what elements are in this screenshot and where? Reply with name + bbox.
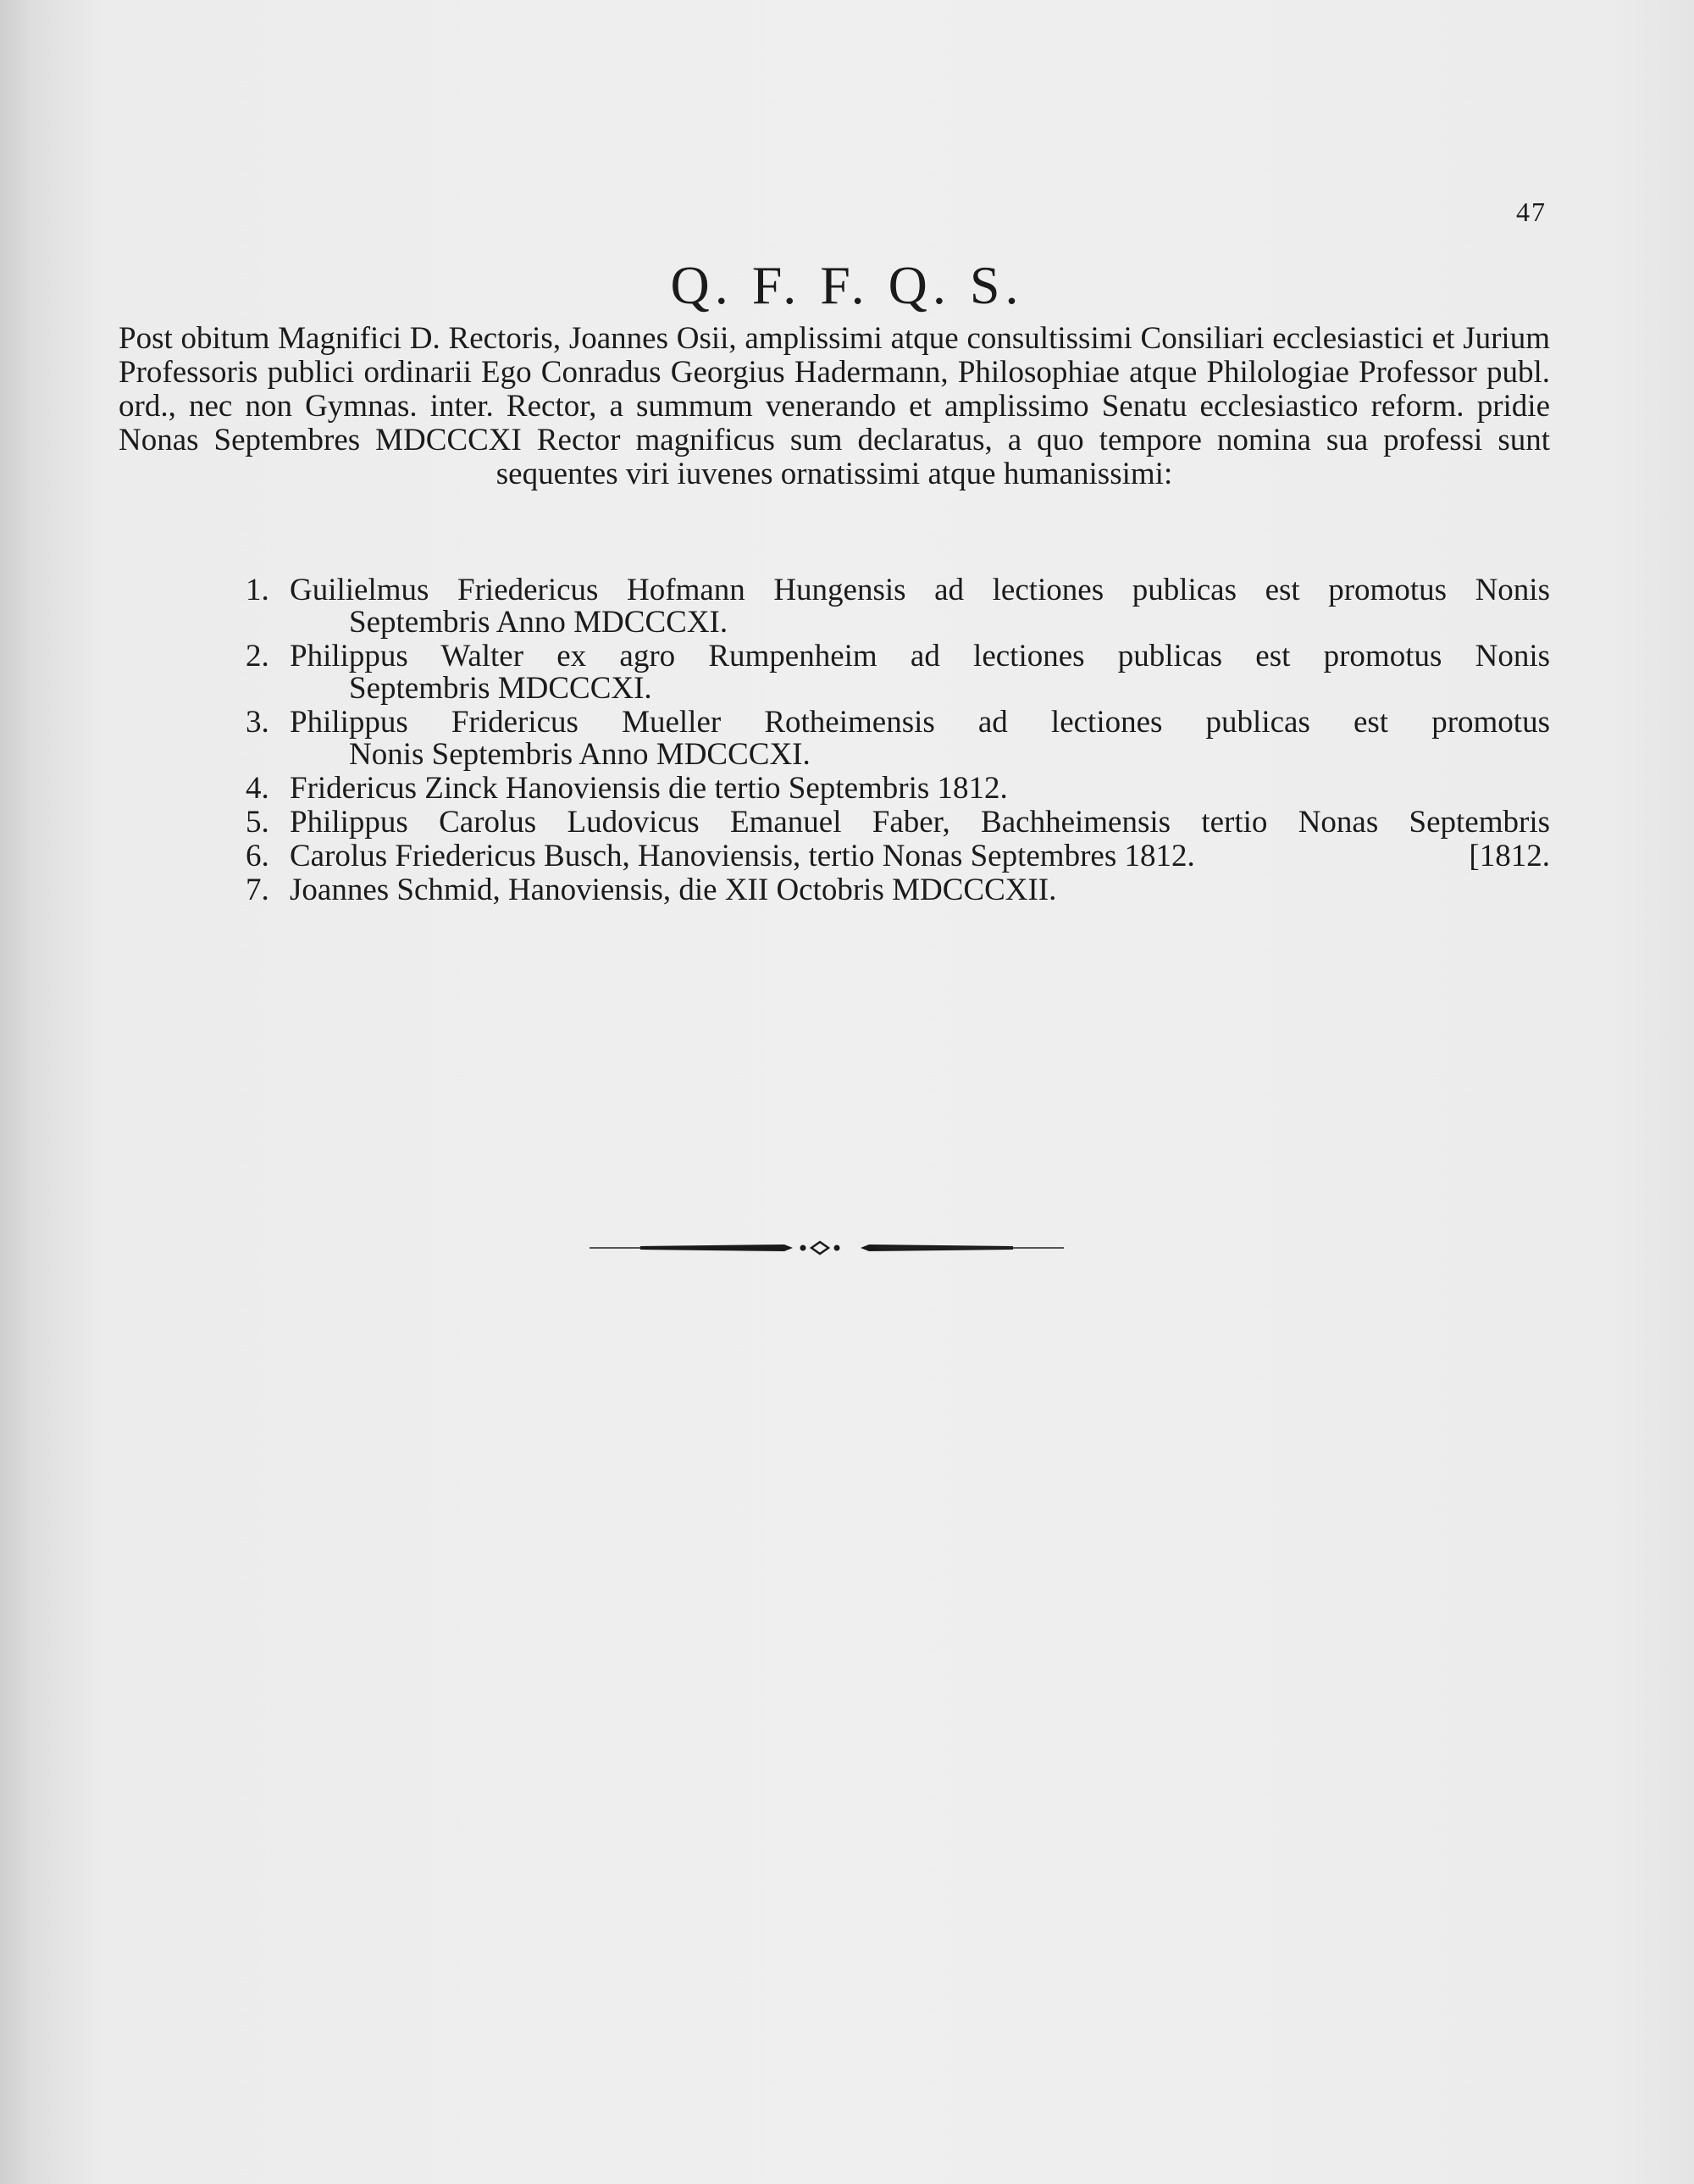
entry-text: Philippus Fridericus Mueller Rotheimensis ad lectiones publicas est promotus [290,705,1550,740]
list-item [246,640,1550,705]
entry-text-continued: Septembris Anno MDCCCXI. [349,605,728,640]
entry-text: Joannes Schmid, Hanoviensis, die XII Octobris MDCCCXII. [290,873,1057,907]
intro-paragraph: Post obitum Magnifici D. Rectoris, Joannes Osii, amplissimi atque consultissimi Consiliari ecclesiastici et Jurium Professoris publici ordinarii Ego Conradus Georgius Hadermann, Philosophiae atque Philologiae Professor publ. ord., nec non Gymnas. inter. Rector, a summum venerando et amplissimo Senatu ecclesiastico reform. pridie Nonas Septembres MDCCCXI Rector magnificus sum declaratus, a quo tempore nomina sua professi sunt sequentes viri iuvenes ornatissimi atque humanissimi: [119,321,1550,491]
entry-list [246,574,1550,908]
ornamental-rule [590,1237,1064,1259]
entry-number: 4. [246,771,269,806]
entry-trailing-note: [1812. [1469,839,1550,873]
page-heading: Q. F. F. Q. S. [670,255,1024,315]
list-item [246,574,1550,639]
list-item [246,807,1550,839]
entry-text: Carolus Friedericus Busch, Hanoviensis, tertio Nonas Septembres 1812. [290,839,1195,873]
entry-number: 1. [246,573,269,607]
entry-number: 2. [246,639,269,673]
entry-number: 5. [246,805,269,840]
entry-number: 3. [246,705,269,740]
list-item [246,707,1550,771]
entry-text-continued: Nonis Septembris Anno MDCCCXI. [349,737,811,772]
entry-number: 6. [246,839,269,873]
entry-text: Guilielmus Friedericus Hofmann Hungensis ad lectiones publicas est promotus Nonis [290,573,1550,607]
entry-text: Fridericus Zinck Hanoviensis die tertio Septembris 1812. [290,771,1008,806]
list-item [246,773,1550,805]
entry-row [290,840,1550,873]
entry-text-continued: Septembris MDCCCXI. [349,671,652,706]
entry-number: 7. [246,873,269,907]
list-item [246,874,1550,906]
list-item [246,840,1550,873]
entry-text: Philippus Walter ex agro Rumpenheim ad lectiones publicas est promotus Nonis [290,639,1550,673]
entry-text: Philippus Carolus Ludovicus Emanuel Faber, Bachheimensis tertio Nonas Septembris [290,805,1550,840]
page-number: 47 [1516,197,1547,227]
